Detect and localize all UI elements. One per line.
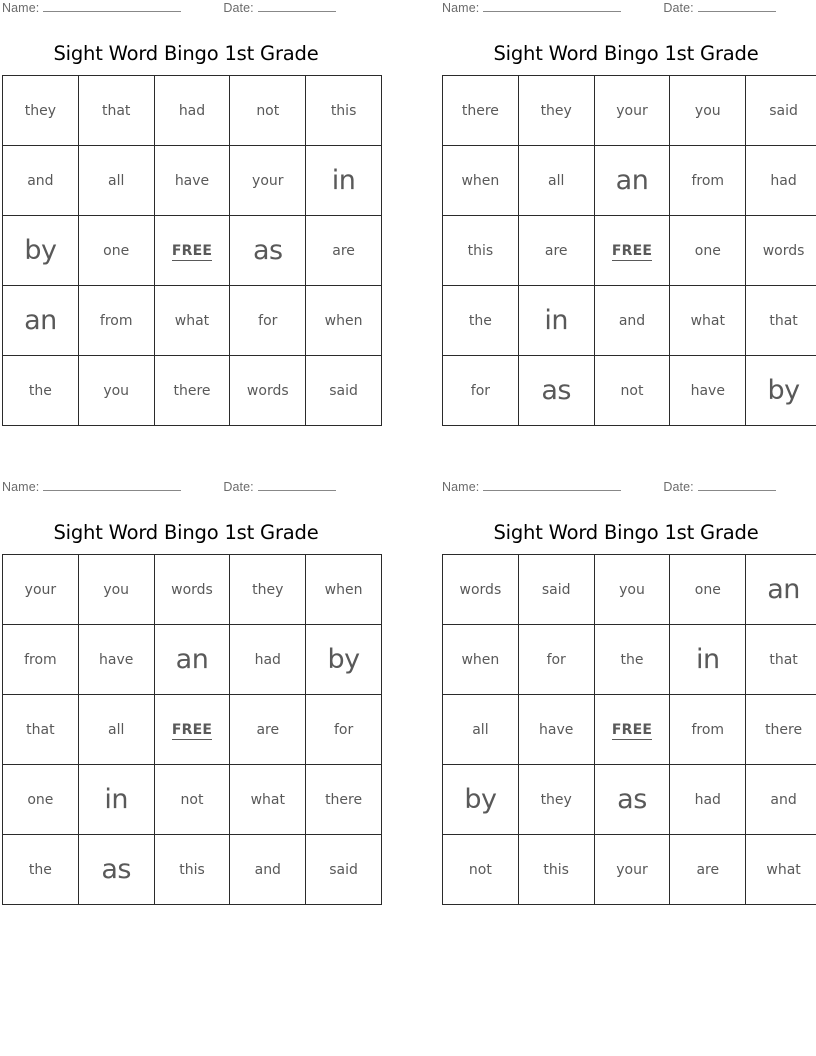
bingo-cell[interactable]: an <box>3 286 79 356</box>
name-label: Name: <box>2 480 40 494</box>
bingo-cell[interactable]: when <box>306 286 382 356</box>
bingo-cell[interactable]: the <box>3 356 79 426</box>
bingo-cell[interactable]: had <box>230 625 306 695</box>
bingo-row <box>443 835 816 905</box>
bingo-cell[interactable]: you <box>670 76 746 146</box>
bingo-cell[interactable]: for <box>443 356 519 426</box>
bingo-cell[interactable]: when <box>306 555 382 625</box>
bingo-cell[interactable]: an <box>746 555 816 625</box>
bingo-row <box>443 625 816 695</box>
bingo-row <box>3 695 382 765</box>
name-date-line <box>440 479 816 499</box>
date-label: Date: <box>663 1 694 15</box>
bingo-cell[interactable]: words <box>154 555 230 625</box>
bingo-cell[interactable]: the <box>443 286 519 356</box>
bingo-card-top-right <box>440 0 816 426</box>
bingo-card-top-left <box>0 0 376 426</box>
bingo-cell[interactable]: there <box>154 356 230 426</box>
bingo-cell[interactable]: all <box>518 146 594 216</box>
bingo-cell[interactable]: are <box>306 216 382 286</box>
bingo-cell[interactable]: from <box>670 695 746 765</box>
bingo-cell[interactable]: by <box>746 356 816 426</box>
bingo-cell[interactable]: are <box>230 695 306 765</box>
date-write-in-line[interactable] <box>258 479 336 491</box>
bingo-cell[interactable]: one <box>78 216 154 286</box>
bingo-cell[interactable]: in <box>306 146 382 216</box>
bingo-cell[interactable]: they <box>518 765 594 835</box>
bingo-cell[interactable]: by <box>306 625 382 695</box>
bingo-cell[interactable]: words <box>443 555 519 625</box>
bingo-row <box>3 835 382 905</box>
bingo-cell[interactable]: all <box>78 146 154 216</box>
bingo-cell[interactable]: said <box>518 555 594 625</box>
bingo-free-cell[interactable] <box>154 216 230 286</box>
bingo-cell[interactable]: by <box>3 216 79 286</box>
bingo-free-cell[interactable] <box>594 695 670 765</box>
bingo-row <box>443 555 816 625</box>
card-title: Sight Word Bingo 1st Grade <box>53 521 319 544</box>
card-title: Sight Word Bingo 1st Grade <box>493 521 759 544</box>
bingo-cell[interactable]: one <box>670 555 746 625</box>
bingo-cell[interactable]: what <box>670 286 746 356</box>
bingo-row <box>3 146 382 216</box>
bingo-cell[interactable]: have <box>518 695 594 765</box>
bingo-cell[interactable]: that <box>746 286 816 356</box>
bingo-cell[interactable]: as <box>594 765 670 835</box>
bingo-cell[interactable]: not <box>154 765 230 835</box>
bingo-cell[interactable]: and <box>746 765 816 835</box>
bingo-cell[interactable]: when <box>443 146 519 216</box>
bingo-cell[interactable]: there <box>306 765 382 835</box>
bingo-cell[interactable]: all <box>443 695 519 765</box>
bingo-cell[interactable]: what <box>230 765 306 835</box>
bingo-cell[interactable]: your <box>594 835 670 905</box>
bingo-row <box>443 286 816 356</box>
name-label: Name: <box>442 480 480 494</box>
bingo-cell[interactable]: an <box>594 146 670 216</box>
bingo-cell[interactable]: had <box>746 146 816 216</box>
bingo-cell[interactable]: not <box>594 356 670 426</box>
bingo-card-bottom-right <box>440 479 816 905</box>
bingo-cell-label: FREE <box>171 721 213 738</box>
bingo-cell[interactable]: that <box>746 625 816 695</box>
bingo-cell[interactable]: from <box>78 286 154 356</box>
bingo-cell[interactable]: for <box>518 625 594 695</box>
bingo-cell[interactable]: in <box>518 286 594 356</box>
date-label: Date: <box>663 480 694 494</box>
bingo-cell[interactable]: the <box>594 625 670 695</box>
bingo-row <box>3 555 382 625</box>
bingo-cell[interactable]: your <box>3 555 79 625</box>
date-write-in-line[interactable] <box>258 0 336 12</box>
bingo-cell[interactable]: this <box>306 76 382 146</box>
bingo-cell[interactable]: have <box>154 146 230 216</box>
bingo-cell[interactable]: one <box>670 216 746 286</box>
bingo-cell-label: FREE <box>611 242 653 259</box>
date-write-in-line[interactable] <box>698 0 776 12</box>
bingo-cell[interactable]: as <box>78 835 154 905</box>
bingo-cell[interactable]: this <box>154 835 230 905</box>
bingo-cell[interactable]: one <box>3 765 79 835</box>
bingo-cell[interactable]: for <box>306 695 382 765</box>
bingo-row <box>443 146 816 216</box>
bingo-cell[interactable]: there <box>443 76 519 146</box>
bingo-cell[interactable]: in <box>670 625 746 695</box>
bingo-cell[interactable]: the <box>3 835 79 905</box>
bingo-cell[interactable]: and <box>3 146 79 216</box>
bingo-cell[interactable]: words <box>230 356 306 426</box>
bingo-cell[interactable]: had <box>670 765 746 835</box>
bingo-row <box>3 76 382 146</box>
bingo-cell[interactable]: your <box>230 146 306 216</box>
bingo-cell[interactable]: from <box>670 146 746 216</box>
name-write-in-line[interactable] <box>483 479 621 491</box>
bingo-cell[interactable]: they <box>518 76 594 146</box>
bingo-card-bottom-left <box>0 479 376 905</box>
bingo-cell[interactable]: you <box>594 555 670 625</box>
bingo-cell[interactable]: when <box>443 625 519 695</box>
bingo-free-cell[interactable] <box>154 695 230 765</box>
bingo-cell[interactable]: and <box>230 835 306 905</box>
bingo-cell[interactable]: what <box>154 286 230 356</box>
bingo-cell[interactable]: there <box>746 695 816 765</box>
bingo-cell[interactable]: by <box>443 765 519 835</box>
bingo-cell-label: FREE <box>171 242 213 259</box>
bingo-cell[interactable]: as <box>518 356 594 426</box>
bingo-grid <box>442 554 816 905</box>
bingo-cell[interactable]: not <box>230 76 306 146</box>
bingo-row <box>3 286 382 356</box>
date-write-in-line[interactable] <box>698 479 776 491</box>
bingo-cell[interactable]: said <box>746 76 816 146</box>
bingo-grid <box>442 75 816 426</box>
bingo-row <box>443 76 816 146</box>
bingo-row <box>443 765 816 835</box>
bingo-grid <box>2 75 382 426</box>
bingo-cell[interactable]: for <box>230 286 306 356</box>
bingo-cell[interactable]: you <box>78 356 154 426</box>
bingo-cell[interactable]: have <box>670 356 746 426</box>
bingo-row <box>443 695 816 765</box>
bingo-row <box>3 625 382 695</box>
bingo-cell[interactable]: an <box>154 625 230 695</box>
bingo-cell[interactable]: this <box>443 216 519 286</box>
bingo-cell[interactable]: this <box>518 835 594 905</box>
bingo-cell[interactable]: have <box>78 625 154 695</box>
bingo-free-cell[interactable] <box>594 216 670 286</box>
bingo-cell[interactable]: and <box>594 286 670 356</box>
bingo-cell[interactable]: as <box>230 216 306 286</box>
bingo-cell[interactable]: are <box>670 835 746 905</box>
date-label: Date: <box>223 1 254 15</box>
bingo-row <box>3 216 382 286</box>
bingo-cell[interactable]: are <box>518 216 594 286</box>
bingo-cell[interactable]: you <box>78 555 154 625</box>
bingo-cell[interactable]: they <box>3 76 79 146</box>
name-write-in-line[interactable] <box>43 479 181 491</box>
bingo-cell[interactable]: what <box>746 835 816 905</box>
bingo-cell-label: FREE <box>611 721 653 738</box>
name-date-line <box>0 0 376 20</box>
bingo-row <box>443 356 816 426</box>
bingo-row <box>3 765 382 835</box>
card-title: Sight Word Bingo 1st Grade <box>53 42 319 65</box>
card-title: Sight Word Bingo 1st Grade <box>493 42 759 65</box>
name-label: Name: <box>442 1 480 15</box>
bingo-cell[interactable]: in <box>78 765 154 835</box>
name-write-in-line[interactable] <box>43 0 181 12</box>
bingo-cell[interactable]: your <box>594 76 670 146</box>
bingo-cell[interactable]: that <box>78 76 154 146</box>
bingo-cell[interactable]: that <box>3 695 79 765</box>
bingo-cell[interactable]: had <box>154 76 230 146</box>
name-label: Name: <box>2 1 40 15</box>
bingo-cell[interactable]: words <box>746 216 816 286</box>
name-write-in-line[interactable] <box>483 0 621 12</box>
bingo-cell[interactable]: said <box>306 356 382 426</box>
name-date-line <box>440 0 816 20</box>
date-label: Date: <box>223 480 254 494</box>
bingo-cell[interactable]: they <box>230 555 306 625</box>
bingo-cell[interactable]: from <box>3 625 79 695</box>
name-date-line <box>0 479 376 499</box>
bingo-cell[interactable]: all <box>78 695 154 765</box>
bingo-cell[interactable]: not <box>443 835 519 905</box>
bingo-row <box>3 356 382 426</box>
bingo-cell[interactable]: said <box>306 835 382 905</box>
bingo-grid <box>2 554 382 905</box>
bingo-row <box>443 216 816 286</box>
